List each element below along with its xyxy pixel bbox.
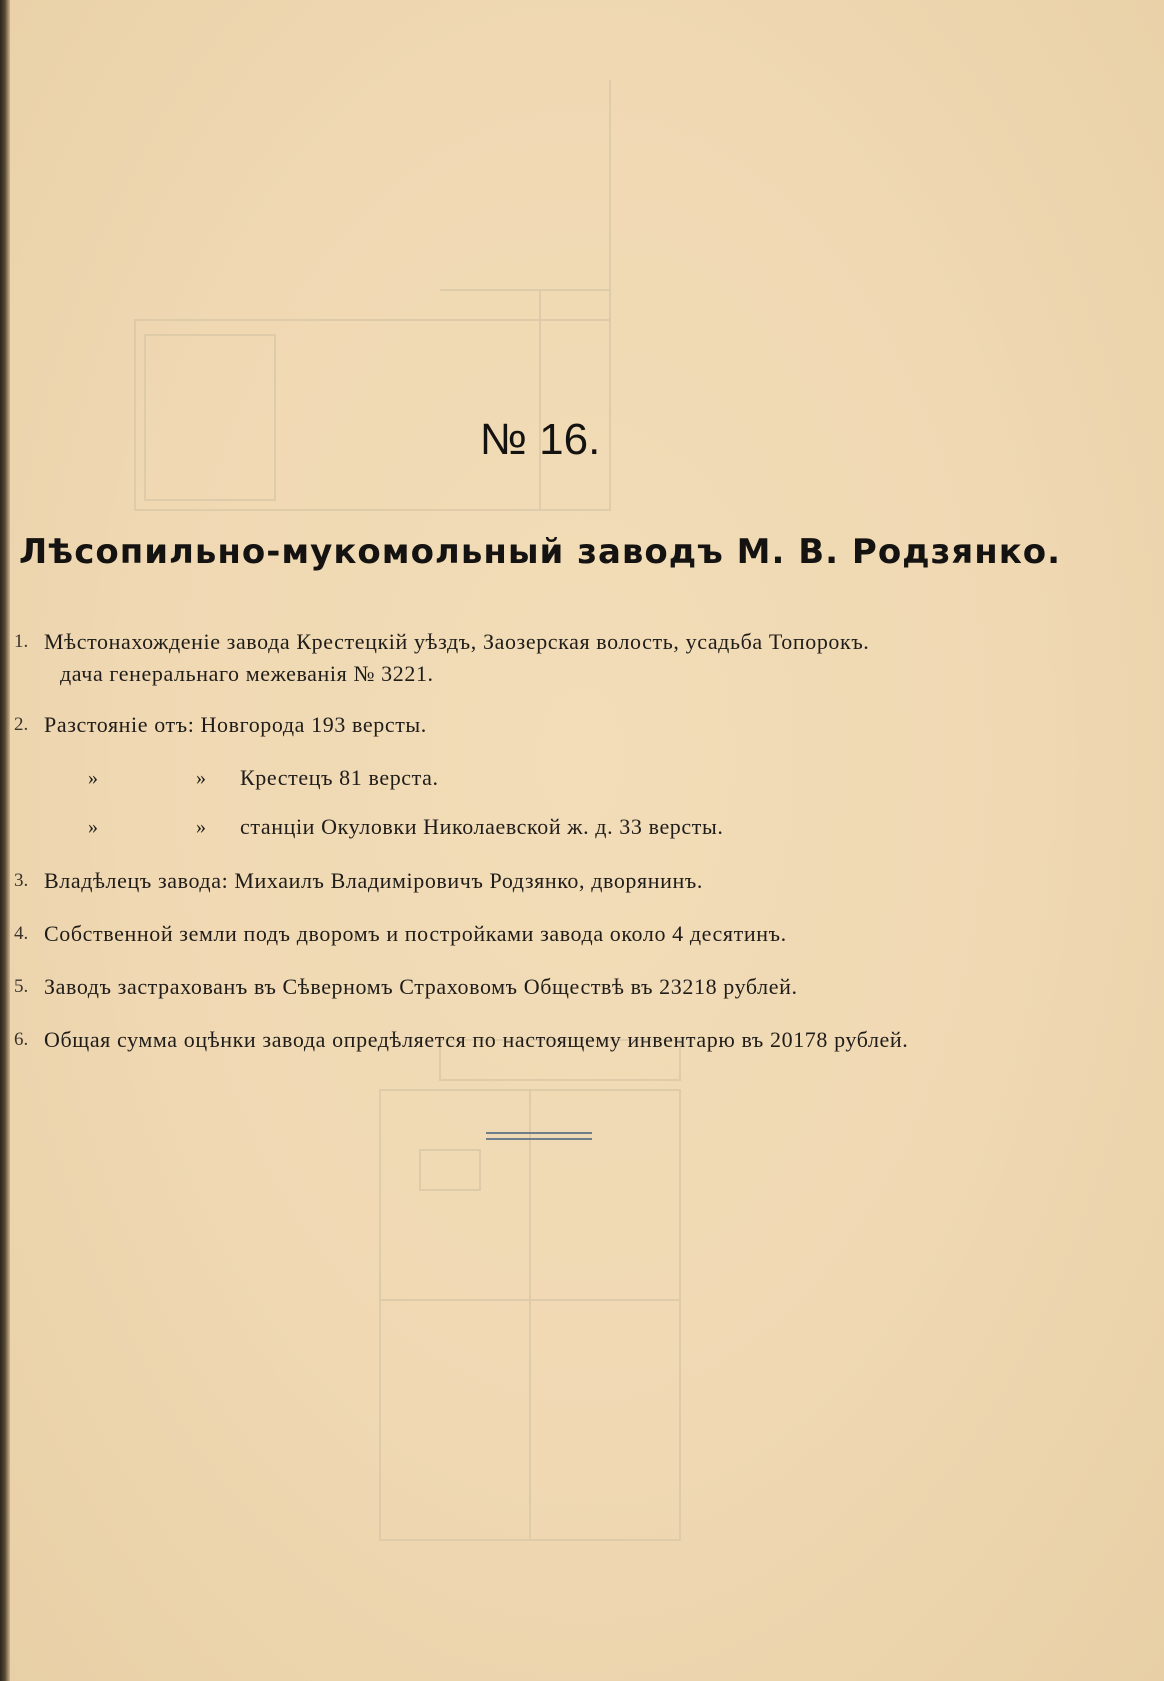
closing-rule (486, 1132, 592, 1134)
item-text: Заводъ застрахованъ въ Сѣверномъ Страховомъ Обществѣ въ 23218 рублей. (44, 974, 798, 999)
item-text: Общая сумма оцѣнки завода опредѣляется по настоящему инвентарю въ 20178 рублей. (44, 1027, 909, 1052)
item-number: 1. (14, 631, 29, 652)
document-number: № 16. (479, 415, 601, 464)
item-text: Собственной земли подъ дворомъ и постройками завода около 4 десятинъ. (44, 921, 787, 946)
ditto-mark: » (196, 767, 206, 789)
item-text: Разстояніе отъ: Новгорода 193 версты. (44, 712, 427, 737)
item-number: 6. (14, 1029, 29, 1050)
factory-title: Лѣсопильно-мукомольный заводъ М. В. Родзянко. (18, 532, 1062, 572)
item-number: 2. (14, 714, 29, 735)
closing-rule (486, 1138, 592, 1140)
item-text: Мѣстонахожденіе завода Крестецкій уѣздъ, Заозерская волость, усадьба Топорокъ. (44, 629, 870, 654)
item-number: 3. (14, 870, 29, 891)
ditto-mark: » (88, 816, 98, 838)
item-text: Крестецъ 81 верста. (240, 765, 439, 790)
item-text: дача генеральнаго межеванія № 3221. (60, 661, 434, 686)
ditto-mark: » (196, 816, 206, 838)
ditto-mark: » (88, 767, 98, 789)
item-number: 4. (14, 923, 29, 944)
item-text: станціи Окуловки Николаевской ж. д. 33 версты. (240, 814, 724, 839)
item-text: Владѣлецъ завода: Михаилъ Владиміровичъ Родзянко, дворянинъ. (44, 868, 703, 893)
item-number: 5. (14, 976, 29, 997)
book-spine-shadow (0, 0, 10, 1681)
